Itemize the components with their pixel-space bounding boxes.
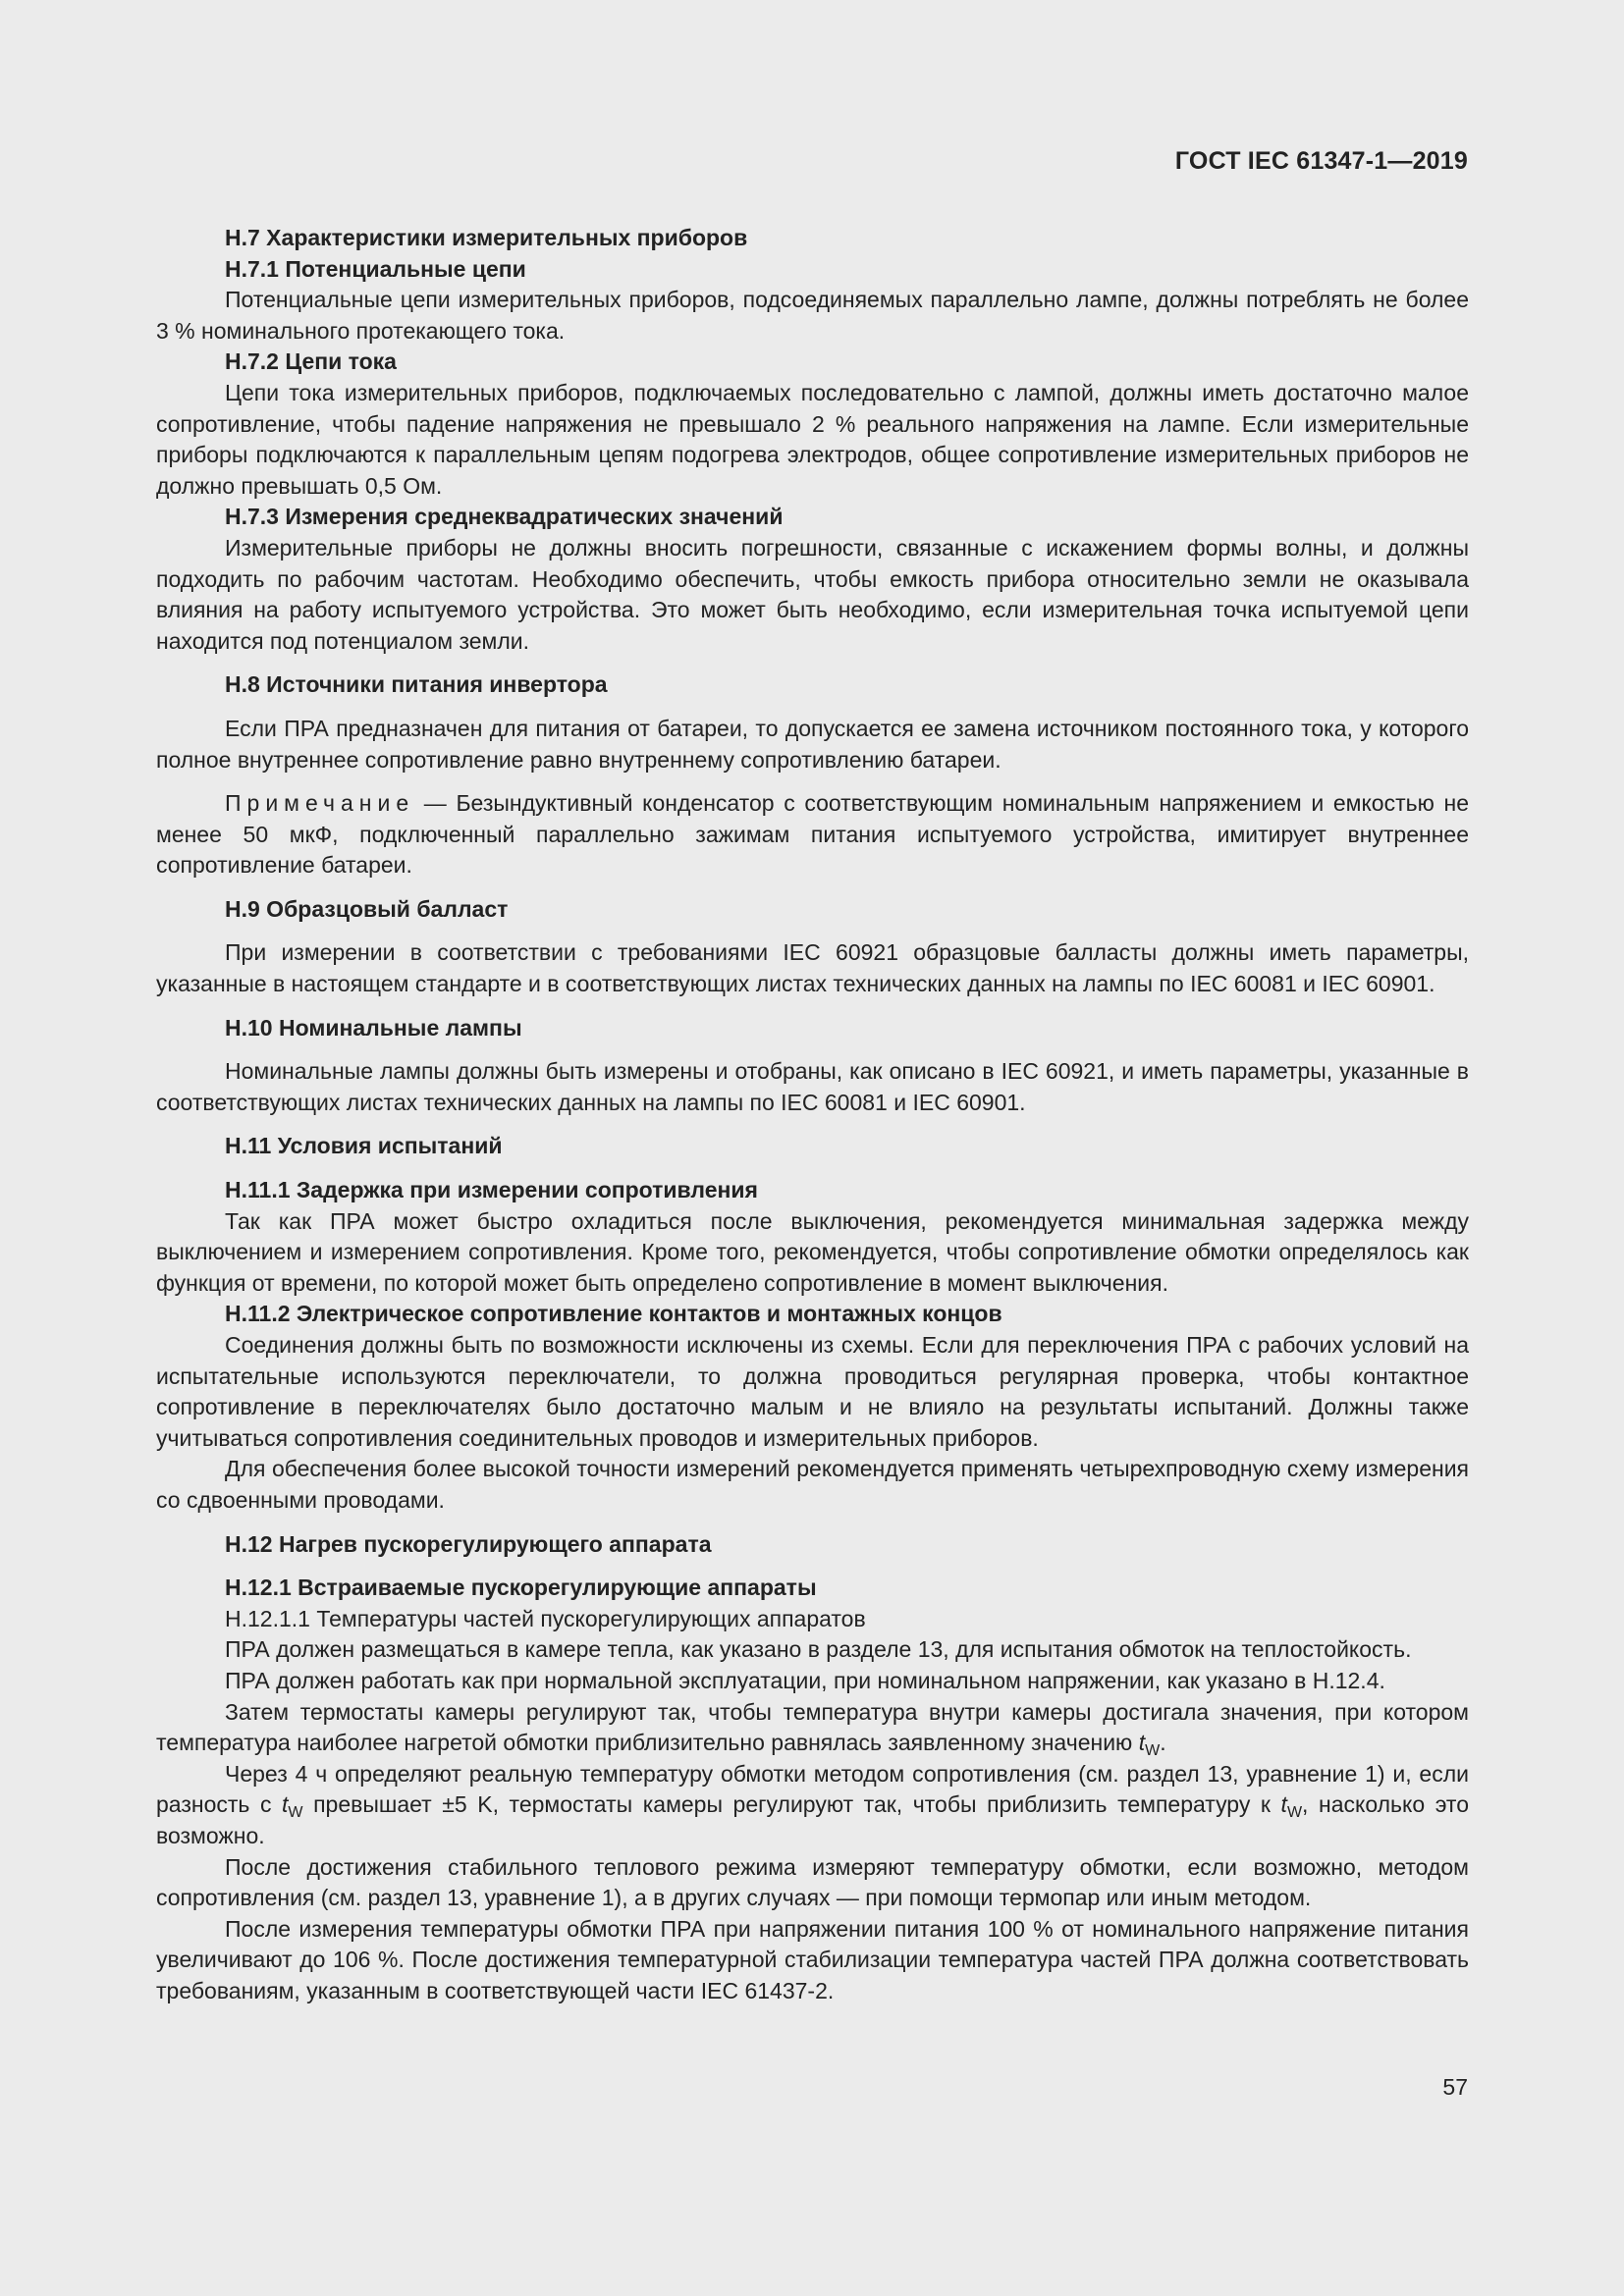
text-run: Через 4 ч определяют реальную температуру обмотки методом сопротивления (см. раздел 13, уравнение 1) и, если разность с [156, 1760, 1469, 1818]
subscript-w: W [1145, 1742, 1161, 1760]
paragraph: Потенциальные цепи измерительных приборов, подсоединяемых параллельно лампе, должны потреблять не более 3 % номинального протекающего тока. [156, 287, 1469, 344]
paragraph: Соединения должны быть по возможности исключены из схемы. Если для переключения ПРА с рабочих условий на испытательные используются переключатели, то должна проводиться регулярная проверка, чтобы контактное сопротивление в переключателях было достаточно малым и не влияло на результаты испытаний. Должны также учитываться сопротивления соединительных проводов и измерительных приборов. [156, 1332, 1469, 1451]
paragraph: После измерения температуры обмотки ПРА при напряжении питания 100 % от номинального напряжение питания увеличивают до 106 %. После достижения температурной стабилизации температура частей ПРА должна соответствовать требованиям, указанным в соответствующей части IEC 61437-2. [156, 1915, 1469, 2003]
subsection-heading: Н.12.1.1 Температуры частей пускорегулирующих аппаратов [225, 1605, 866, 1631]
document-body [156, 223, 1469, 2006]
symbol-t: t [1280, 1791, 1287, 1818]
text-run: Затем термостаты камеры регулируют так, чтобы температура внутри камеры достигала значения, при котором температура наиболее нагретой обмотки приблизительно равнялась заявленному значению [156, 1698, 1469, 1756]
section-heading: Н.8 Источники питания инвертора [225, 671, 608, 698]
section-heading: Н.7.1 Потенциальные цепи [225, 255, 526, 282]
paragraph-measure [156, 1759, 1469, 1852]
page-number: 57 [1442, 2074, 1468, 2100]
paragraph: Цепи тока измерительных приборов, подключаемых последовательно с лампой, должны иметь достаточно малое сопротивление, чтобы падение напряжения не превышало 2 % реального напряжения на лампе. Если измерительные приборы подключаются к параллельным цепям подогрева электродов, общее сопротивление измерительных приборов не должно превышать 0,5 Ом. [156, 379, 1469, 499]
paragraph: ПРА должен размещаться в камере тепла, как указано в разделе 13, для испытания обмоток на теплостойкость. [225, 1636, 1412, 1663]
section-heading: Н.11 Условия испытаний [225, 1133, 503, 1159]
section-heading: Н.9 Образцовый балласт [225, 895, 509, 922]
paragraph: Если ПРА предназначен для питания от батареи, то допускается ее замена источником постоянного тока, у которого полное внутреннее сопротивление равно внутреннему сопротивлению батареи. [156, 715, 1469, 773]
paragraph: После достижения стабильного теплового режима измеряют температуру обмотки, если возможно, методом сопротивления (см. раздел 13, уравнение 1), а в других случаях — при помощи термопар или иным методом. [156, 1853, 1469, 1911]
text-run: . [1160, 1730, 1166, 1756]
section-heading: Н.7.2 Цепи тока [225, 348, 397, 375]
subscript-w: W [288, 1804, 303, 1822]
main-blocks [156, 223, 1469, 1697]
note-label: Примечание [225, 790, 415, 817]
paragraph-thermostat [156, 1697, 1469, 1759]
section-heading: Н.12.1 Встраиваемые пускорегулирующие аппараты [225, 1575, 817, 1601]
note-paragraph [156, 788, 1469, 881]
section-heading: Н.11.1 Задержка при измерении сопротивления [225, 1177, 758, 1203]
section-heading: Н.12 Нагрев пускорегулирующего аппарата [225, 1530, 712, 1557]
text-run: , насколько это возможно. [156, 1791, 1469, 1848]
subscript-w: W [1286, 1804, 1303, 1822]
section-heading: Н.7 Характеристики измерительных приборов [225, 225, 748, 250]
standard-header: ГОСТ IEC 61347-1—2019 [1174, 147, 1468, 175]
section-heading: Н.10 Номинальные лампы [225, 1014, 522, 1041]
paragraph: ПРА должен работать как при нормальной эксплуатации, при номинальном напряжении, как указано в Н.12.4. [225, 1667, 1385, 1693]
section-heading: Н.11.2 Электрическое сопротивление контактов и монтажных концов [225, 1301, 1002, 1327]
note-text: — Безындуктивный конденсатор с соответствующим номинальным напряжением и емкостью не менее 50 мкФ, подключенный параллельно зажимам питания испытуемого устройства, имитирует внутреннее сопротивление батареи. [156, 790, 1469, 879]
paragraph: Так как ПРА может быстро охладиться после выключения, рекомендуется минимальная задержка между выключением и измерением сопротивления. Кроме того, рекомендуется, чтобы сопротивление обмотки определялось как функция от времени, по которой может быть определено сопротивление в момент выключения. [156, 1207, 1469, 1296]
symbol-t: t [282, 1791, 289, 1818]
text-run: превышает ±5 K, термостаты камеры регулируют так, чтобы приблизить температуру к [302, 1791, 1281, 1818]
paragraph: При измерении в соответствии с требованиями IEC 60921 образцовые балласты должны иметь параметры, указанные в настоящем стандарте и в соответствующих листах технических данных на лампы по IEC 60081 и IEC 60901. [156, 939, 1469, 997]
paragraph: Измерительные приборы не должны вносить погрешности, связанные с искажением формы волны, и должны подходить по рабочим частотам. Необходимо обеспечить, чтобы емкость прибора относительно земли не оказывала влияния на работу испытуемого устройства. Это может быть необходимо, если измерительная точка испытуемой цепи находится под потенциалом земли. [156, 534, 1469, 654]
symbol-t: t [1138, 1730, 1146, 1756]
end-blocks [156, 1852, 1469, 2007]
paragraph: Для обеспечения более высокой точности измерений рекомендуется применять четырехпроводную схему измерения со сдвоенными проводами. [156, 1456, 1469, 1513]
paragraph: Номинальные лампы должны быть измерены и отобраны, как описано в IEC 60921, и иметь параметры, указанные в соответствующих листах технических данных на лампы по IEC 60081 и IEC 60901. [156, 1058, 1469, 1115]
section-heading: Н.7.3 Измерения среднеквадратических значений [225, 504, 784, 530]
